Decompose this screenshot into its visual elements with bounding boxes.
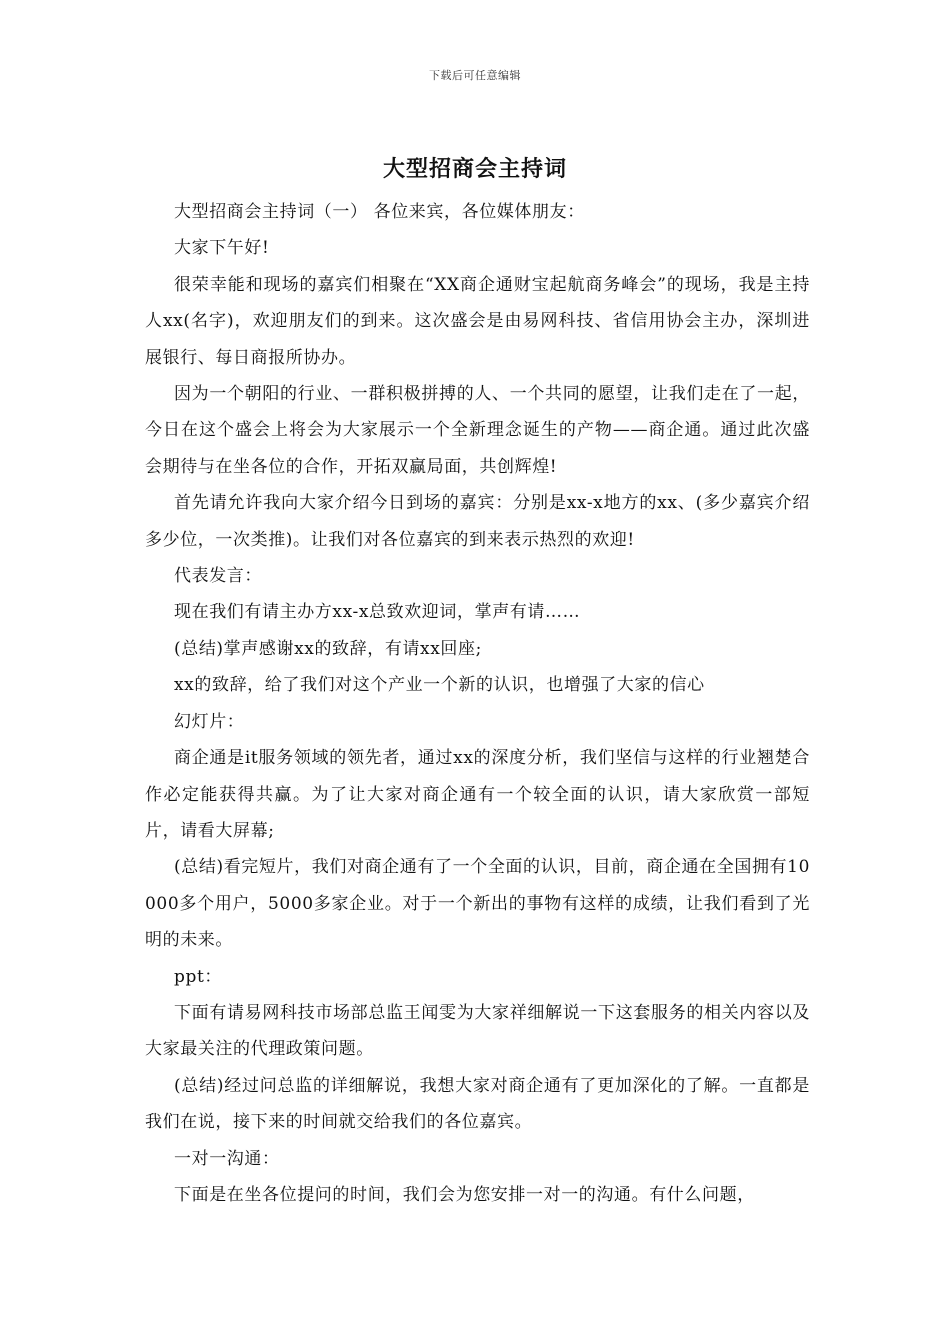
paragraph: ppt：	[174, 966, 222, 987]
paragraph: 下面是在坐各位提问的时间，我们会为您安排一对一的沟通。有什么问题，	[174, 1184, 755, 1205]
paragraph: 因为一个朝阳的行业、一群积极拼搏的人、一个共同的愿望，让我们走在了一起，今日在这个盛会上将会为大家展示一个全新理念诞生的产物——商企通。通过此次盛会期待与在坐各位的合作，开拓双赢局面，共创辉煌!	[145, 384, 810, 477]
paragraph: 现在我们有请主办方xx-x总致欢迎词，掌声有请……	[174, 602, 581, 623]
paragraph: 代表发言：	[174, 566, 262, 587]
paragraph: 首先请允许我向大家介绍今日到场的嘉宾：分别是xx-x地方的xx、(多少嘉宾介绍多少位，一次类推)。让我们对各位嘉宾的到来表示热烈的欢迎!	[145, 493, 810, 550]
paragraph: 大家下午好!	[174, 238, 270, 259]
paragraph: 下面有请易网科技市场部总监王闻雯为大家祥细解说一下这套服务的相关内容以及大家最关注的代理政策问题。	[145, 1002, 810, 1060]
paragraph: xx的致辞，给了我们对这个产业一个新的认识，也增强了大家的信心	[174, 675, 705, 696]
page-header-note: 下载后可任意编辑	[429, 69, 521, 82]
paragraph: 大型招商会主持词（一） 各位来宾，各位媒体朋友：	[174, 202, 585, 222]
document-body	[145, 194, 810, 1213]
paragraph: 很荣幸能和现场的嘉宾们相聚在“XX商企通财宝起航商务峰会”的现场，我是主持人xx(名字)，欢迎朋友们的到来。这次盛会是由易网科技、省信用协会主办，深圳进展银行、每日商报所协办。	[145, 274, 810, 368]
paragraph: (总结)看完短片，我们对商企通有了一个全面的认识，目前，商企通在全国拥有10000多个用户，5000多家企业。对于一个新出的事物有这样的成绩，让我们看到了光明的未来。	[145, 857, 810, 951]
paragraph: 商企通是it服务领域的领先者，通过xx的深度分析，我们坚信与这样的行业翘楚合作必定能获得共赢。为了让大家对商企通有一个较全面的认识，请大家欣赏一部短片，请看大屏幕;	[145, 748, 810, 841]
paragraph: 幻灯片：	[174, 711, 245, 732]
paragraph: (总结)掌声感谢xx的致辞，有请xx回座;	[174, 638, 482, 659]
document-title: 大型招商会主持词	[382, 156, 567, 182]
paragraph: (总结)经过问总监的详细解说，我想大家对商企通有了更加深化的了解。一直都是我们在说，接下来的时间就交给我们的各位嘉宾。	[145, 1075, 810, 1133]
paragraph: 一对一沟通：	[174, 1148, 280, 1169]
